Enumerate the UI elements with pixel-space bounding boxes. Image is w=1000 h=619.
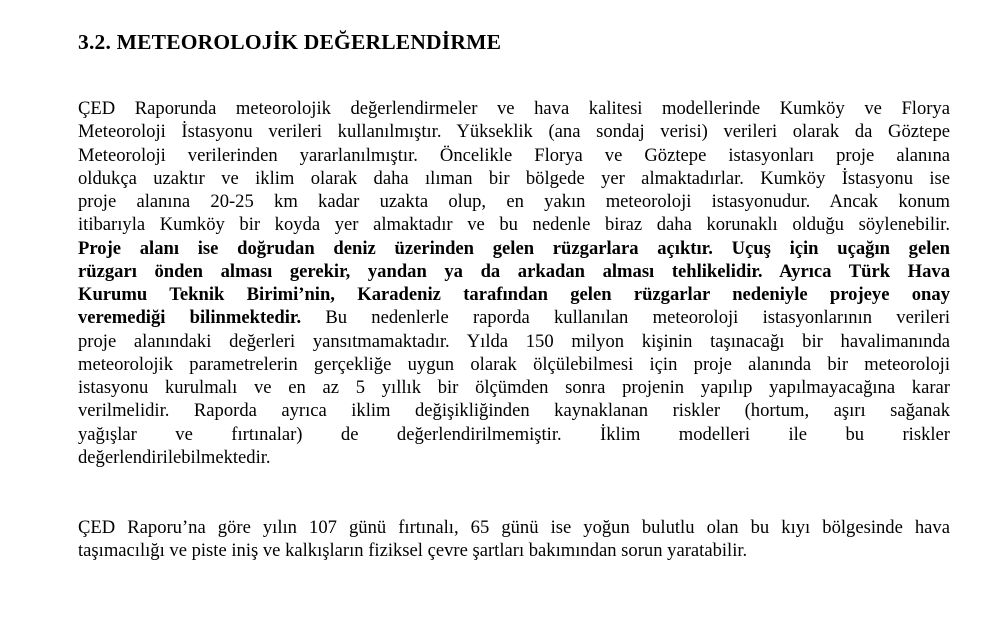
text-segment: meteorolojik parametrelerin gerçekliğe uygun olarak ölçülebilmesi için proje alanında bir meteoroloji: [78, 353, 950, 375]
text-line: [78, 120, 950, 143]
text-segment: proje alanına 20-25 km kadar uzakta olup, en yakın meteoroloji istasyonudur. Ancak konum: [78, 191, 950, 212]
text-line: [78, 237, 950, 260]
section-heading: 3.2. METEOROLOJİK DEĞERLENDİRME: [78, 30, 502, 54]
text-line: [78, 539, 950, 562]
text-line: [78, 306, 950, 329]
text-line: [78, 167, 950, 190]
text-segment: itibarıyla Kumköy bir koyda yer almaktadır ve bu nedenle biraz daha korunaklı olduğu söylenebilir.: [78, 214, 950, 236]
text-line: [78, 260, 950, 283]
text-segment: verilmelidir. Raporda ayrıca iklim değişikliğinden kaynaklanan riskler (hortum, aşırı sağanak: [78, 400, 950, 422]
text-segment: proje alanındaki değerleri yansıtmamaktadır. Yılda 150 milyon kişinin taşınacağı bir havalimanında: [78, 330, 950, 352]
paragraph-storm-days: [78, 516, 950, 563]
text-segment: istasyonu kurulmalı ve en az 5 yıllık bir ölçümden sonra projenin yapılıp yapılmayacağına karar: [78, 377, 950, 398]
paragraph-meteorology: [78, 97, 950, 469]
text-segment: ÇED Raporunda meteorolojik değerlendirmeler ve hava kalitesi modellerinde Kumköy ve Florya: [78, 98, 950, 119]
bold-text-segment: rüzgarı önden alması gerekir, yandan ya da arkadan alması tehlikelidir. Ayrıca Türk Hava: [78, 260, 950, 282]
text-segment: Bu nedenlerle raporda kullanılan meteoroloji istasyonlarının verileri: [301, 307, 950, 329]
text-line: [78, 190, 950, 213]
text-line: [78, 213, 950, 236]
text-segment: Meteoroloji İstasyonu verileri kullanılmıştır. Yükseklik (ana sondaj verisi) verileri olarak da Göztepe: [78, 121, 950, 143]
text-segment: Meteoroloji verilerinden yararlanılmıştır. Öncelikle Florya ve Göztepe istasyonları proje alanına: [78, 144, 950, 166]
text-line: [78, 97, 950, 120]
text-segment: oldukça uzaktır ve iklim olarak daha ılıman bir bölgede yer almaktadırlar. Kumköy İstasyonu ise: [78, 167, 950, 189]
text-segment: ÇED Raporu’na göre yılın 107 günü fırtınalı, 65 günü ise yoğun bulutlu olan bu kıyı bölgesinde hava: [78, 517, 950, 538]
text-line: [78, 446, 950, 469]
bold-text-segment: veremediği bilinmektedir.: [78, 307, 302, 329]
text-line: [78, 423, 950, 446]
bold-text-segment: Kurumu Teknik Birimi’nin, Karadeniz tarafından gelen rüzgarlar nedeniyle projeye onay: [78, 284, 950, 305]
bold-text-segment: Proje alanı ise doğrudan deniz üzerinden gelen rüzgarlara açıktır. Uçuş için uçağın gelen: [78, 237, 950, 259]
text-line: [78, 376, 950, 399]
text-line: [78, 399, 950, 422]
text-segment: değerlendirilebilmektedir.: [78, 446, 271, 468]
text-line: [78, 144, 950, 167]
text-line: [78, 516, 950, 539]
text-line: [78, 283, 950, 306]
text-segment: yağışlar ve fırtınalar) de değerlendirilmemiştir. İklim modelleri ile bu riskler: [78, 423, 950, 445]
text-segment: taşımacılığı ve piste iniş ve kalkışların fiziksel çevre şartları bakımından sorun yaratabilir.: [78, 540, 748, 562]
text-line: [78, 353, 950, 376]
text-line: [78, 330, 950, 353]
